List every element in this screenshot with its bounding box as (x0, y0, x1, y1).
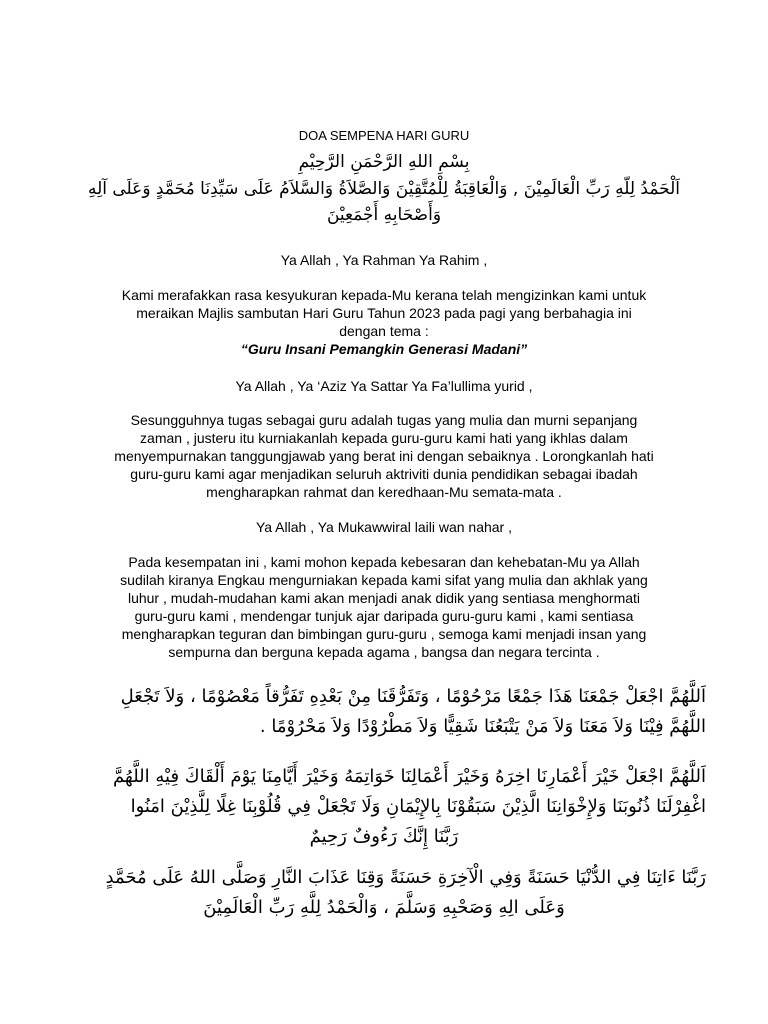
paragraph-line: sempurna dan berguna kepada agama , bangsa dan negara tercinta . (168, 644, 600, 660)
theme-text: “Guru Insani Pemangkin Generasi Madani” (240, 341, 528, 357)
paragraph-gratitude (40, 286, 728, 358)
arabic-opening-line: وَأَصْحَابِهِ أَجْمَعِيْنَ (326, 205, 442, 225)
arabic-prayer-line: اَللَّهُمَّ اجْعَلْ جَمْعَنَا هَذَا جَمْعًا مَرْحُوْمًا ، وَتَفَرُّقَنَا مِنْ بَعْدِهِ تَفَرُّقاً مَعْصُوْمًا ، وَلاَ تَجْعَلِ (120, 686, 706, 707)
invocation-line: Ya Allah , Ya Mukawwiral laili wan nahar , (255, 519, 512, 535)
paragraph-line: luhur , mudah-mudahan kami akan menjadi anak didik yang sentiasa menghormati (127, 590, 641, 606)
arabic-prayer-line: رَبَّنَا إِنَّكَ رَءُوفٌ رَحِيمٌ (309, 826, 459, 847)
paragraph-line: mengharapkan rahmat dan keredhaan-Mu semata-mata . (206, 484, 562, 500)
arabic-opening-praise (40, 176, 728, 228)
paragraph-line: meraikan Majlis sambutan Hari Guru Tahun 2023 pada pagi yang berbahagia ini (136, 305, 632, 321)
bismillah-line: بِسْمِ اللهِ الرَّحْمَنِ الرَّحِيْمِ (298, 152, 470, 172)
arabic-prayer-forgiveness (62, 762, 706, 852)
paragraph-student-hope (40, 553, 728, 661)
paragraph-line: Kami merafakkan rasa kesyukuran kepada-Mu kerana telah mengizinkan kami untuk (121, 287, 647, 303)
paragraph-line: guru-guru kami , mendengar tunjuk ajar daripada guru-guru kami , kami sentiasa (134, 608, 634, 624)
arabic-prayer-line: اَللَّهُمَّ اجْعَلْ خَيْرَ أَعْمَارِنَا اخِرَهُ وَخَيْرَ أَعْمَالِنَا خَوَاتِمَهُ وَخَيْرَ أَيَّامِنَا يَوْمَ أَلْقَاكَ فِيْهِ اللَّهُمَّ (112, 766, 706, 787)
arabic-opening-line: اَلْحَمْدُ لِلّهِ رَبِّ الْعَالَمِيْنَ , وَالْعَاقِبَةُ لِلْمُتَّقِيْنَ وَالصَّلاَةُ وَالسَّلاَمُ عَلَى سَيِّدِنَا مُحَمَّدٍ وَعَلَى آلِهِ (87, 179, 681, 199)
paragraph-teacher-duty (40, 411, 728, 501)
arabic-prayer-closing (62, 863, 706, 923)
paragraph-line: Pada kesempatan ini , kami mohon kepada kebesaran dan kehebatan-Mu ya Allah (128, 554, 640, 570)
paragraph-line: menyempurnakan tanggungjawab yang berat ini dengan sebaiknya . Lorongkanlah hati (114, 448, 654, 464)
arabic-prayer-line: اغْفِرْلَنَا ذُنُوبَنَا وَلإِخْوَانِنَا الَّذِيْنَ سَبَقُوْنَا بِالإِيْمَانِ وَلَا تَجْعَلْ فِي قُلُوْبِنَا غِلًا لِلَّذِيْنَ امَنُوا (130, 796, 706, 817)
paragraph-line: zaman , justeru itu kurniakanlah kepada guru-guru kami hati yang ikhlas dalam (140, 430, 628, 446)
invocation-line: Ya Allah , Ya Rahman Ya Rahim , (280, 252, 488, 268)
paragraph-line: dengan tema : (339, 323, 429, 339)
paragraph-line: Sesungguhnya tugas sebagai guru adalah tugas yang mulia dan murni sepanjang (130, 412, 638, 428)
paragraph-line: sudilah kiranya Engkau mengurniakan kepada kami sifat yang mulia dan akhlak yang (120, 572, 648, 588)
paragraph-line: guru-guru kami agar menjadikan seluruh aktriviti dunia pendidikan sebagai ibadah (130, 466, 638, 482)
invocation-line: Ya Allah , Ya ‘Aziz Ya Sattar Ya Fa’lullima yurid , (235, 378, 533, 394)
document-title: DOA SEMPENA HARI GURU (298, 128, 470, 143)
arabic-prayer-gathering (62, 682, 706, 742)
arabic-prayer-line: اللَّهُمَّ فِيْنَا وَلاَ مَعَنَا وَلاَ مَنْ يَتْبَعُنَا شَقِيًّا وَلاَ مَطْرُوْدًا وَلاَ مَحْرُوْمًا . (259, 716, 706, 737)
arabic-prayer-line: وَعَلَى الِهِ وَصَحْبِهِ وَسَلَّمَ ، وَالْحَمْدُ لِلَّهِ رَبِّ الْعَالَمِيْنَ (203, 897, 565, 918)
arabic-prayer-line: رَبَّنَا ءَاتِنَا فِي الدُّنْيَا حَسَنَةً وَفِي الْآخِرَةِ حَسَنَةً وَقِنَا عَذَابَ النَّارِ وَصَلَّى اللهُ عَلَى مُحَمَّدٍ (105, 867, 706, 888)
paragraph-line: mengharapkan teguran dan bimbingan guru-guru , semoga kami menjadi insan yang (121, 626, 647, 642)
